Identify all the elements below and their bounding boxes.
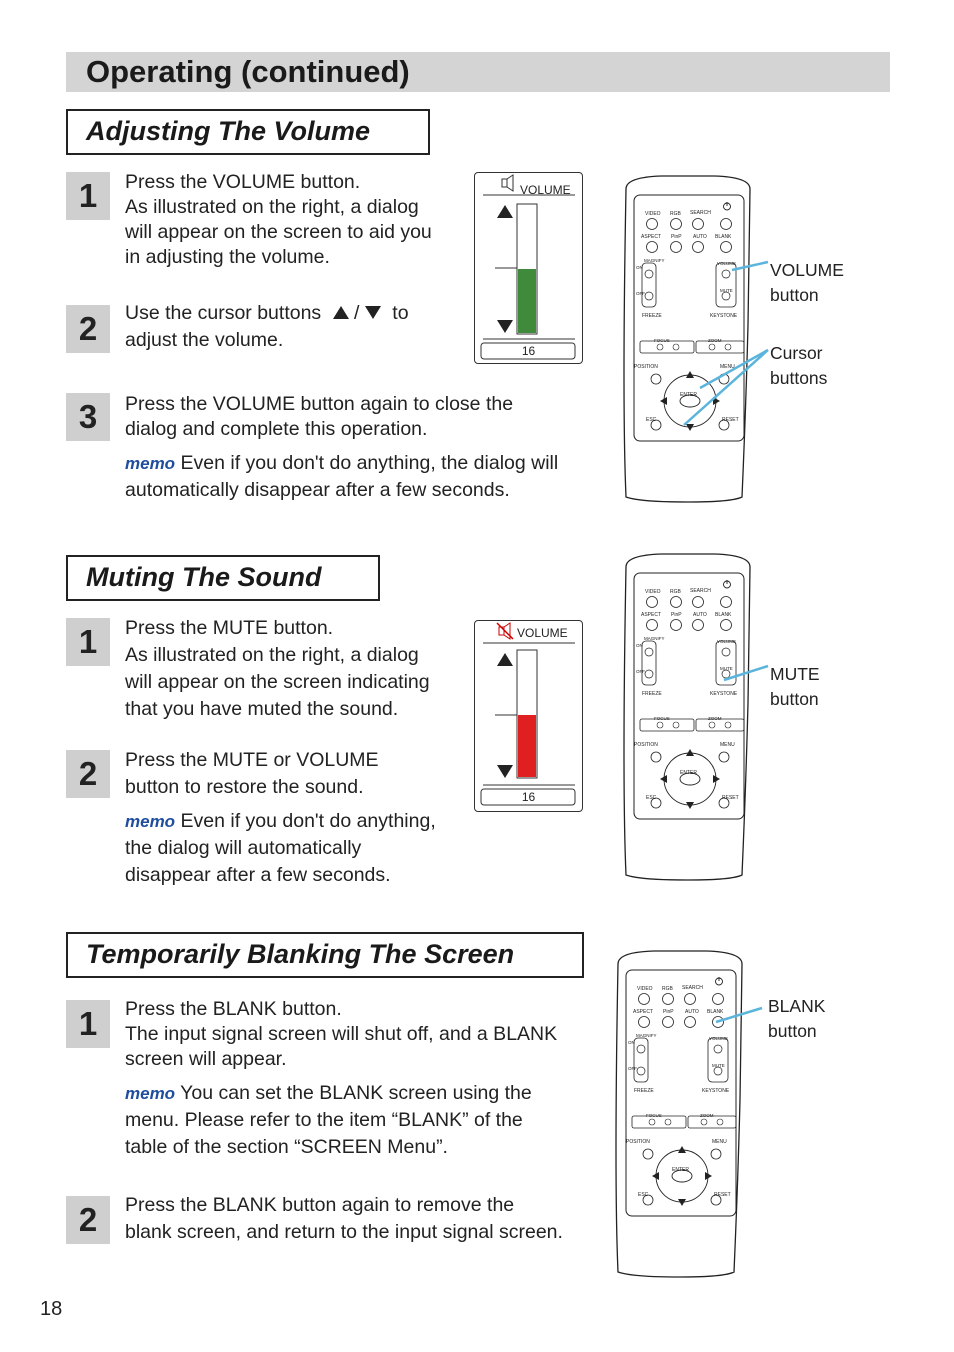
position-label: POSITION xyxy=(626,1139,650,1145)
menu-label: MENU xyxy=(712,1139,727,1145)
volume-level-bar xyxy=(518,269,536,333)
aspect-label: ASPECT xyxy=(641,234,662,240)
volume-dialog-label: VOLUME xyxy=(520,183,571,197)
mute-dialog-label: VOLUME xyxy=(517,626,568,640)
off-label: OFF xyxy=(636,669,645,674)
volume-step-1-text: Press the VOLUME button. As illustrated on the right, a dialog will appear on the screen to aid you in adjusting the volume. xyxy=(125,171,432,268)
reset-label: RESET xyxy=(714,1192,731,1198)
power-icon xyxy=(722,579,732,589)
volume-btn-label: VOLUME xyxy=(709,1036,729,1041)
callout-lines-1 xyxy=(680,260,780,430)
step-3-badge: 3 xyxy=(66,393,110,441)
auto-label: AUTO xyxy=(693,234,707,240)
step-2-badge: 2 xyxy=(66,1196,110,1244)
volume-level-bar-muted xyxy=(518,715,536,777)
volume-up-arrow xyxy=(497,205,513,218)
callout-mute-button: MUTE button xyxy=(770,664,820,709)
blank-memo: memo You can set the BLANK screen using the menu. Please refer to the item “BLANK” of the table of the section “SCREEN Menu”. xyxy=(125,1082,532,1158)
mute-memo: memo Even if you don't do anything, the dialog will automatically disappear after a few seconds. xyxy=(125,810,436,886)
aspect-label: ASPECT xyxy=(633,1009,654,1015)
section-title-mute xyxy=(66,555,380,601)
volume-step-3-text: Press the VOLUME button again to close the dialog and complete this operation. xyxy=(125,393,514,440)
off-label: OFF xyxy=(628,1066,637,1071)
keystone-label: KEYSTONE xyxy=(702,1088,730,1094)
magnify-label: MAGNIFY xyxy=(644,636,665,641)
mute-dialog xyxy=(474,620,583,812)
video-label: VIDEO xyxy=(645,211,661,217)
focus-label: FOCUS xyxy=(646,1113,662,1118)
section-title-blank xyxy=(66,932,584,978)
magnify-label: MAGNIFY xyxy=(636,1033,657,1038)
cursor-pad xyxy=(630,743,750,818)
power-icon xyxy=(714,976,724,986)
volume-down-arrow xyxy=(497,765,513,778)
freeze-label: FREEZE xyxy=(642,313,662,319)
mute-btn-label: MUTE xyxy=(712,1063,725,1068)
power-icon xyxy=(722,201,732,211)
cursor-pad xyxy=(622,1140,742,1215)
section-title-blank-text: Temporarily Blanking The Screen xyxy=(86,939,515,969)
speaker-icon xyxy=(502,175,513,191)
volume-down-arrow xyxy=(497,320,513,333)
freeze-label: FREEZE xyxy=(634,1088,654,1094)
rgb-label: RGB xyxy=(670,589,681,595)
pinp-label: PinP xyxy=(671,612,682,618)
cursor-up-icon xyxy=(333,306,349,319)
rgb-label: RGB xyxy=(662,986,673,992)
step-2-badge: 2 xyxy=(66,750,110,798)
section-title-volume-text: Adjusting The Volume xyxy=(86,116,371,146)
section-title-volume xyxy=(66,109,430,155)
on-label: ON xyxy=(636,643,643,648)
callout-lines-3 xyxy=(712,1000,772,1030)
callout-cursor-buttons: Cursor buttons xyxy=(770,343,828,388)
blank-label: BLANK xyxy=(715,612,732,618)
freeze-label: FREEZE xyxy=(642,691,662,697)
search-label: SEARCH xyxy=(690,210,711,216)
callout-blank-button: BLANK button xyxy=(768,996,826,1041)
step-1-badge: 1 xyxy=(66,618,110,666)
mute-step-1-text: Press the MUTE button. As illustrated on the right, a dialog will appear on the screen indicating that you have muted the sound. xyxy=(125,617,430,720)
keystone-label: KEYSTONE xyxy=(710,691,738,697)
rgb-label: RGB xyxy=(670,211,681,217)
focus-label: FOCUS xyxy=(654,338,670,343)
menu-label: MENU xyxy=(720,364,735,370)
callout-volume-button: VOLUME button xyxy=(770,260,844,305)
enter-label: ENTER xyxy=(680,392,697,398)
blank-label: BLANK xyxy=(707,1009,724,1015)
remote-control-2 xyxy=(622,553,754,881)
section-title-mute-text: Muting The Sound xyxy=(86,562,322,592)
mute-step-2-text: Press the MUTE or VOLUME button to restore the sound. xyxy=(125,749,379,798)
volume-up-arrow xyxy=(497,653,513,666)
on-label: ON xyxy=(636,265,643,270)
search-label: SEARCH xyxy=(690,588,711,594)
menu-label: MENU xyxy=(720,742,735,748)
enter-label: ENTER xyxy=(680,770,697,776)
position-label: POSITION xyxy=(634,742,658,748)
auto-label: AUTO xyxy=(693,612,707,618)
step-1-badge: 1 xyxy=(66,172,110,220)
on-label: ON xyxy=(628,1040,635,1045)
mute-dialog-value: 16 xyxy=(521,790,536,804)
zoom-label: ZOOM xyxy=(708,338,722,343)
aspect-label: ASPECT xyxy=(641,612,662,618)
reset-label: RESET xyxy=(722,795,739,801)
memo-label: memo xyxy=(125,812,176,831)
blank-label: BLANK xyxy=(715,234,732,240)
step-1-badge: 1 xyxy=(66,1000,110,1048)
focus-label: FOCUS xyxy=(654,716,670,721)
pinp-label: PinP xyxy=(663,1009,674,1015)
volume-btn-label: VOLUME xyxy=(717,639,737,644)
memo-label: memo xyxy=(125,1084,176,1103)
blank-step-2-text: Press the BLANK button again to remove the blank screen, and return to the input signal screen. xyxy=(125,1194,563,1243)
page-title-band xyxy=(66,52,890,92)
mute-btn-label: MUTE xyxy=(720,666,733,671)
pinp-label: PinP xyxy=(671,234,682,240)
page-number: 18 xyxy=(40,1298,63,1320)
speaker-muted-icon xyxy=(497,623,513,639)
position-label: POSITION xyxy=(634,364,658,370)
reset-label: RESET xyxy=(722,417,739,423)
step-2-badge: 2 xyxy=(66,305,110,353)
video-label: VIDEO xyxy=(637,986,653,992)
video-label: VIDEO xyxy=(645,589,661,595)
zoom-label: ZOOM xyxy=(708,716,722,721)
volume-memo: memo Even if you don't do anything, the dialog will automatically disappear after a few seconds. xyxy=(125,452,559,501)
esc-label: ESC xyxy=(638,1192,649,1198)
volume-dialog xyxy=(474,172,583,364)
off-label: OFF xyxy=(636,291,645,296)
memo-label: memo xyxy=(125,454,176,473)
auto-label: AUTO xyxy=(685,1009,699,1015)
esc-label: ESC xyxy=(646,417,657,423)
keystone-label: KEYSTONE xyxy=(710,313,738,319)
cursor-down-icon xyxy=(365,306,381,319)
volume-btn-label: VOLUME xyxy=(717,261,737,266)
esc-label: ESC xyxy=(646,795,657,801)
mute-btn-label: MUTE xyxy=(720,288,733,293)
enter-label: ENTER xyxy=(672,1167,689,1173)
blank-step-1-text: Press the BLANK button. The input signal screen will shut off, and a BLANK screen will appear. xyxy=(125,998,558,1070)
page-title: Operating (continued) xyxy=(86,54,410,89)
magnify-label: MAGNIFY xyxy=(644,258,665,263)
search-label: SEARCH xyxy=(682,985,703,991)
volume-step-2-text: Use the cursor buttons / to adjust the volume. xyxy=(125,302,409,351)
zoom-label: ZOOM xyxy=(700,1113,714,1118)
volume-dialog-value: 16 xyxy=(521,344,536,358)
